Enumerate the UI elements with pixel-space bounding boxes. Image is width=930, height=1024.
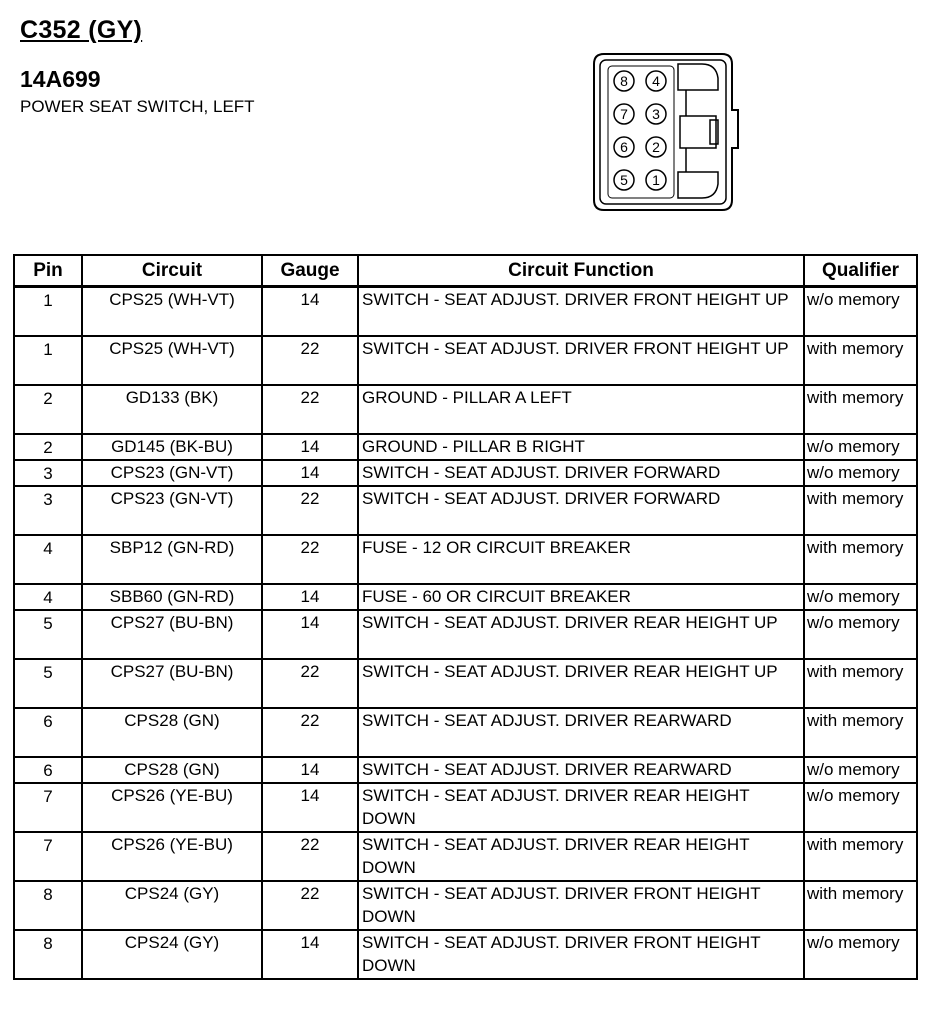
- header-circuit: Circuit: [82, 255, 262, 287]
- header-circuit-function: Circuit Function: [358, 255, 804, 287]
- table-row: [14, 460, 917, 486]
- cell-circuit: CPS23 (GN-VT): [82, 460, 262, 486]
- cell-gauge: 14: [262, 434, 358, 460]
- table-row: [14, 535, 917, 584]
- cell-gauge: 22: [262, 881, 358, 930]
- cell-gauge: 14: [262, 757, 358, 783]
- cell-qualifier: with memory: [804, 385, 917, 434]
- cell-qualifier: w/o memory: [804, 610, 917, 659]
- cell-function: SWITCH - SEAT ADJUST. DRIVER FRONT HEIGHT UP: [358, 287, 804, 337]
- cell-gauge: 14: [262, 783, 358, 832]
- cell-pin: 7: [14, 783, 82, 832]
- cell-pin: 3: [14, 460, 82, 486]
- cell-gauge: 14: [262, 930, 358, 979]
- cell-function: SWITCH - SEAT ADJUST. DRIVER FORWARD: [358, 486, 804, 535]
- pin-5-label: 5: [620, 172, 628, 188]
- table-row: [14, 757, 917, 783]
- table-row: [14, 385, 917, 434]
- connector-description: POWER SEAT SWITCH, LEFT: [20, 97, 255, 116]
- cell-function: FUSE - 60 OR CIRCUIT BREAKER: [358, 584, 804, 610]
- table-row: [14, 584, 917, 610]
- cell-circuit: CPS24 (GY): [82, 881, 262, 930]
- cell-pin: 4: [14, 535, 82, 584]
- table-row: [14, 832, 917, 881]
- header-qualifier: Qualifier: [804, 255, 917, 287]
- cell-gauge: 14: [262, 610, 358, 659]
- cell-circuit: CPS24 (GY): [82, 930, 262, 979]
- table-row: [14, 930, 917, 979]
- cell-qualifier: w/o memory: [804, 584, 917, 610]
- cell-circuit: CPS28 (GN): [82, 757, 262, 783]
- cell-function: SWITCH - SEAT ADJUST. DRIVER FORWARD: [358, 460, 804, 486]
- cell-pin: 8: [14, 930, 82, 979]
- cell-qualifier: w/o memory: [804, 460, 917, 486]
- table-row: [14, 486, 917, 535]
- cell-pin: 6: [14, 708, 82, 757]
- cell-pin: 2: [14, 385, 82, 434]
- cell-circuit: CPS25 (WH-VT): [82, 336, 262, 385]
- cell-gauge: 14: [262, 584, 358, 610]
- cell-pin: 5: [14, 659, 82, 708]
- cell-circuit: GD145 (BK-BU): [82, 434, 262, 460]
- cell-pin: 2: [14, 434, 82, 460]
- cell-gauge: 22: [262, 535, 358, 584]
- cell-gauge: 22: [262, 832, 358, 881]
- cell-function: SWITCH - SEAT ADJUST. DRIVER FRONT HEIGHT DOWN: [358, 881, 804, 930]
- table-row: [14, 783, 917, 832]
- cell-qualifier: with memory: [804, 881, 917, 930]
- cell-circuit: CPS26 (YE-BU): [82, 832, 262, 881]
- connector-face-diagram: [590, 50, 740, 215]
- pin-6-label: 6: [620, 139, 628, 155]
- cell-circuit: SBB60 (GN-RD): [82, 584, 262, 610]
- cell-function: SWITCH - SEAT ADJUST. DRIVER FRONT HEIGHT UP: [358, 336, 804, 385]
- cell-qualifier: w/o memory: [804, 287, 917, 337]
- cell-qualifier: w/o memory: [804, 757, 917, 783]
- cell-function: SWITCH - SEAT ADJUST. DRIVER REARWARD: [358, 757, 804, 783]
- cell-pin: 1: [14, 287, 82, 337]
- cell-pin: 8: [14, 881, 82, 930]
- cell-pin: 3: [14, 486, 82, 535]
- cell-function: GROUND - PILLAR A LEFT: [358, 385, 804, 434]
- cell-qualifier: with memory: [804, 535, 917, 584]
- pin-2-label: 2: [652, 139, 660, 155]
- table-row: [14, 434, 917, 460]
- cell-circuit: CPS28 (GN): [82, 708, 262, 757]
- cell-function: SWITCH - SEAT ADJUST. DRIVER FRONT HEIGHT DOWN: [358, 930, 804, 979]
- cell-gauge: 22: [262, 659, 358, 708]
- cell-pin: 7: [14, 832, 82, 881]
- cell-function: SWITCH - SEAT ADJUST. DRIVER REARWARD: [358, 708, 804, 757]
- cell-function: FUSE - 12 OR CIRCUIT BREAKER: [358, 535, 804, 584]
- cell-function: SWITCH - SEAT ADJUST. DRIVER REAR HEIGHT DOWN: [358, 783, 804, 832]
- pin-8-label: 8: [620, 73, 628, 89]
- pin-7-label: 7: [620, 106, 628, 122]
- cell-pin: 1: [14, 336, 82, 385]
- table-row: [14, 287, 917, 337]
- header-pin: Pin: [14, 255, 82, 287]
- cell-function: SWITCH - SEAT ADJUST. DRIVER REAR HEIGHT UP: [358, 659, 804, 708]
- table-row: [14, 708, 917, 757]
- cell-qualifier: with memory: [804, 486, 917, 535]
- cell-function: SWITCH - SEAT ADJUST. DRIVER REAR HEIGHT DOWN: [358, 832, 804, 881]
- table-header-row: [14, 255, 917, 287]
- cell-circuit: CPS26 (YE-BU): [82, 783, 262, 832]
- cell-qualifier: with memory: [804, 708, 917, 757]
- connector-title: C352 (GY): [20, 16, 143, 44]
- cell-qualifier: with memory: [804, 832, 917, 881]
- cell-gauge: 22: [262, 385, 358, 434]
- pin-1-label: 1: [652, 172, 660, 188]
- cell-gauge: 14: [262, 460, 358, 486]
- cell-pin: 6: [14, 757, 82, 783]
- cell-qualifier: w/o memory: [804, 783, 917, 832]
- pinout-table: [13, 254, 918, 980]
- cell-gauge: 22: [262, 708, 358, 757]
- cell-function: SWITCH - SEAT ADJUST. DRIVER REAR HEIGHT UP: [358, 610, 804, 659]
- cell-circuit: CPS27 (BU-BN): [82, 659, 262, 708]
- table-row: [14, 610, 917, 659]
- cell-circuit: CPS25 (WH-VT): [82, 287, 262, 337]
- part-number: 14A699: [20, 66, 101, 92]
- cell-qualifier: w/o memory: [804, 930, 917, 979]
- cell-function: GROUND - PILLAR B RIGHT: [358, 434, 804, 460]
- table-row: [14, 881, 917, 930]
- header-gauge: Gauge: [262, 255, 358, 287]
- cell-circuit: SBP12 (GN-RD): [82, 535, 262, 584]
- cell-pin: 4: [14, 584, 82, 610]
- cell-pin: 5: [14, 610, 82, 659]
- pin-3-label: 3: [652, 106, 660, 122]
- cell-circuit: GD133 (BK): [82, 385, 262, 434]
- cell-qualifier: with memory: [804, 336, 917, 385]
- table-row: [14, 336, 917, 385]
- cell-qualifier: w/o memory: [804, 434, 917, 460]
- cell-circuit: CPS23 (GN-VT): [82, 486, 262, 535]
- cell-gauge: 22: [262, 336, 358, 385]
- cell-gauge: 14: [262, 287, 358, 337]
- pin-4-label: 4: [652, 73, 660, 89]
- cell-qualifier: with memory: [804, 659, 917, 708]
- table-row: [14, 659, 917, 708]
- cell-circuit: CPS27 (BU-BN): [82, 610, 262, 659]
- cell-gauge: 22: [262, 486, 358, 535]
